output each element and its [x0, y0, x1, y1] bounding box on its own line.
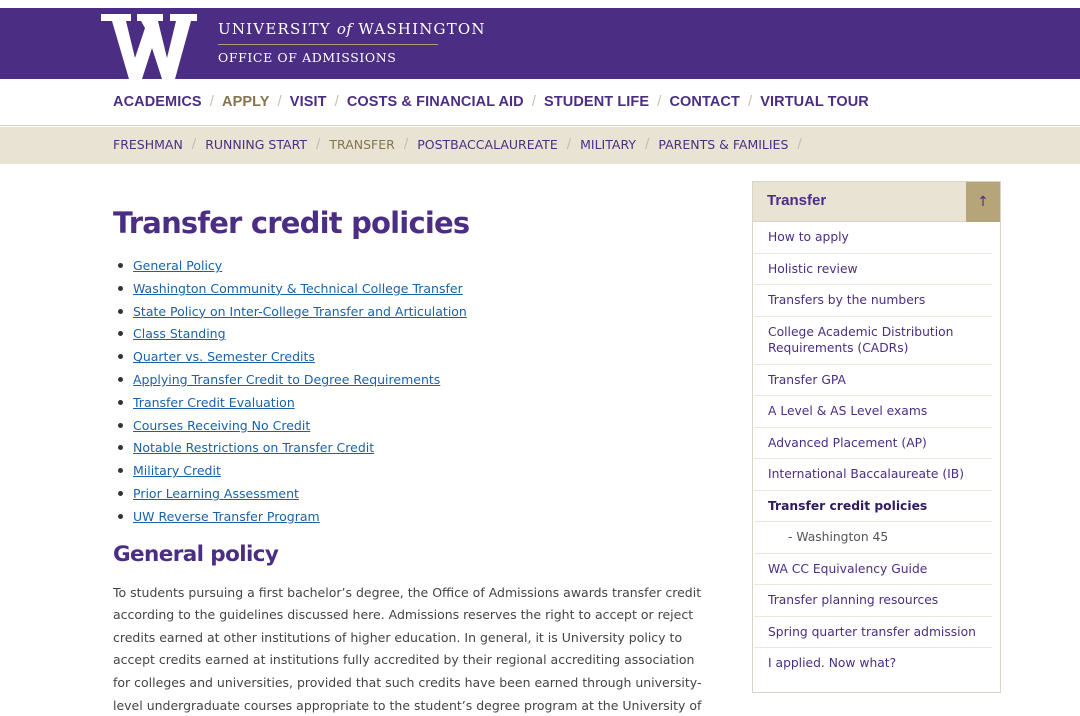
subnav-item-transfer[interactable] — [329, 137, 394, 152]
toc-item — [113, 461, 703, 484]
toc-link-general-policy[interactable]: General Policy — [133, 258, 223, 273]
toc-link-courses-receiving-no-credit[interactable]: Courses Receiving No Credit — [133, 417, 311, 433]
sidebar-item-holistic-review[interactable]: Holistic review — [754, 254, 992, 286]
sidebar-item-how-to-apply[interactable]: How to apply — [754, 222, 992, 254]
nav-separator: / — [531, 93, 537, 110]
toc-link-washington-community-and-technical-college-transfer[interactable]: Washington Community & Technical College Transfer — [133, 280, 463, 296]
nav-item-academics[interactable] — [113, 94, 202, 110]
university-name: UNIVERSITY of WASHINGTON — [218, 20, 486, 38]
toc-item — [113, 393, 703, 416]
subnav-item-freshman[interactable] — [113, 137, 183, 152]
nav-item-label: ACADEMICS — [113, 93, 202, 110]
subnav-separator: / — [797, 137, 802, 152]
nav-item-virtual-tour[interactable] — [760, 94, 869, 110]
uw-w-logo[interactable] — [101, 14, 197, 79]
section-sidebar — [752, 181, 1001, 693]
subnav-item-postbaccalaureate[interactable] — [417, 137, 558, 152]
page-title: Transfer credit policies — [113, 206, 470, 240]
toc-item — [113, 256, 703, 279]
toc-link-quarter-vs-semester-credits[interactable]: Quarter vs. Semester Credits — [133, 349, 315, 365]
subnav-separator: / — [191, 137, 197, 152]
sidebar-item-international-baccalaureate-ib[interactable]: International Baccalaureate (IB) — [754, 459, 992, 491]
sidebar-item-college-academic-distribution-requirements-cadrs[interactable]: College Academic Distribution Requirements (CADRs) — [754, 317, 992, 365]
subnav-item-label: RUNNING START — [205, 137, 307, 152]
nav-item-contact[interactable] — [669, 94, 740, 110]
nav-item-label: VIRTUAL TOUR — [760, 93, 869, 110]
subnav-separator: / — [566, 137, 572, 152]
nav-item-costs-and-financial-aid[interactable] — [347, 94, 524, 110]
nav-item-label: COSTS & FINANCIAL AID — [346, 93, 524, 110]
sidebar-header — [753, 182, 1000, 222]
sidebar-item-transfer-planning-resources[interactable]: Transfer planning resources — [754, 585, 992, 617]
subnav-separator: / — [644, 137, 650, 152]
university-wordmark[interactable] — [218, 18, 486, 66]
subnav-item-label: MILITARY — [580, 137, 636, 152]
subnav-item-label: POSTBACCALAUREATE — [417, 137, 558, 152]
nav-item-student-life[interactable] — [544, 94, 649, 110]
sidebar-item-advanced-placement-ap[interactable]: Advanced Placement (AP) — [754, 428, 992, 460]
sidebar-item-washington-45[interactable]: - Washington 45 — [754, 522, 992, 554]
nav-item-label: STUDENT LIFE — [544, 93, 650, 110]
subnav-separator: / — [403, 137, 409, 152]
sidebar-item-spring-quarter-transfer-admission[interactable]: Spring quarter transfer admission — [754, 617, 992, 649]
toc-link-uw-reverse-transfer-program[interactable]: UW Reverse Transfer Program — [133, 508, 320, 524]
nav-item-label: CONTACT — [669, 93, 740, 110]
toc-item — [113, 324, 703, 347]
nav-item-apply[interactable] — [222, 94, 270, 110]
toc-link-applying-transfer-credit-to-degree-requirements[interactable]: Applying Transfer Credit to Degree Requirements — [133, 371, 441, 387]
sidebar-item-transfers-by-the-numbers[interactable]: Transfers by the numbers — [754, 285, 992, 317]
sub-nav — [0, 127, 1080, 164]
top-strip — [0, 0, 1080, 8]
nav-separator: / — [657, 93, 662, 110]
general-policy-text: To students pursuing a first bachelor’s degree, the Office of Admissions awards transfer credit according to the guidelines discussed here. Admissions reserves the right to accept or reject credits earned at other institutions of higher education. In general, it is University policy to accept credits earned at institutions fully accredited by their regional accrediting association for colleges and universities, provided that such credits have been earned through university-level undergraduate courses appropriate to the student’s degree program at the University of — [113, 584, 702, 713]
sidebar-item-wa-cc-equivalency-guide[interactable]: WA CC Equivalency Guide — [754, 554, 992, 586]
nav-separator: / — [277, 93, 282, 110]
subnav-item-running-start[interactable] — [205, 137, 307, 152]
subnav-item-military[interactable] — [580, 137, 636, 152]
subnav-item-label: FRESHMAN — [113, 137, 183, 152]
toc-item — [113, 370, 703, 393]
subnav-item-parents-and-families[interactable] — [658, 137, 788, 152]
site-header — [0, 8, 1080, 79]
wordmark-divider — [218, 44, 438, 45]
toc-link-notable-restrictions-on-transfer-credit[interactable]: Notable Restrictions on Transfer Credit — [133, 440, 375, 456]
toc-item — [113, 484, 703, 507]
nav-item-label: VISIT — [289, 93, 327, 110]
toc-item — [113, 347, 703, 370]
sidebar-item-i-applied-now-what[interactable]: I applied. Now what? — [768, 656, 897, 670]
main-content — [113, 205, 703, 716]
subnav-separator: / — [315, 137, 321, 152]
sidebar-item-transfer-gpa[interactable]: Transfer GPA — [754, 365, 992, 397]
arrow-up-icon[interactable]: ↑ — [966, 182, 1000, 222]
nav-item-visit[interactable] — [290, 94, 327, 110]
nav-separator: / — [747, 93, 753, 110]
sidebar-title[interactable]: Transfer — [767, 192, 827, 209]
toc-link-class-standing[interactable]: Class Standing — [133, 326, 226, 342]
toc-link-prior-learning-assessment[interactable]: Prior Learning Assessment — [133, 485, 299, 501]
toc-item — [113, 438, 703, 461]
toc-link-state-policy-on-inter-college-transfer-and-articulation[interactable]: State Policy on Inter-College Transfer and Articulation — [133, 303, 467, 319]
main-nav — [0, 79, 1080, 126]
toc-item — [113, 416, 703, 439]
toc-item — [113, 507, 703, 530]
toc-link-transfer-credit-evaluation[interactable]: Transfer Credit Evaluation — [133, 394, 295, 410]
toc-item — [113, 279, 703, 302]
subnav-item-label: PARENTS & FAMILIES — [658, 137, 789, 152]
table-of-contents — [113, 256, 703, 530]
office-name: OFFICE OF ADMISSIONS — [218, 50, 397, 65]
toc-link-military-credit[interactable]: Military Credit — [133, 463, 221, 479]
nav-separator: / — [334, 93, 339, 110]
sidebar-item-transfer-credit-policies[interactable]: Transfer credit policies — [754, 491, 992, 523]
subnav-item-label: TRANSFER — [329, 137, 395, 152]
sidebar-item-a-level-and-as-level-exams[interactable]: A Level & AS Level exams — [754, 396, 992, 428]
toc-item — [113, 302, 703, 325]
nav-separator: / — [209, 93, 214, 110]
section-title-general-policy: General policy — [113, 541, 279, 567]
nav-item-label: APPLY — [222, 93, 270, 110]
sidebar-menu — [753, 222, 1000, 679]
